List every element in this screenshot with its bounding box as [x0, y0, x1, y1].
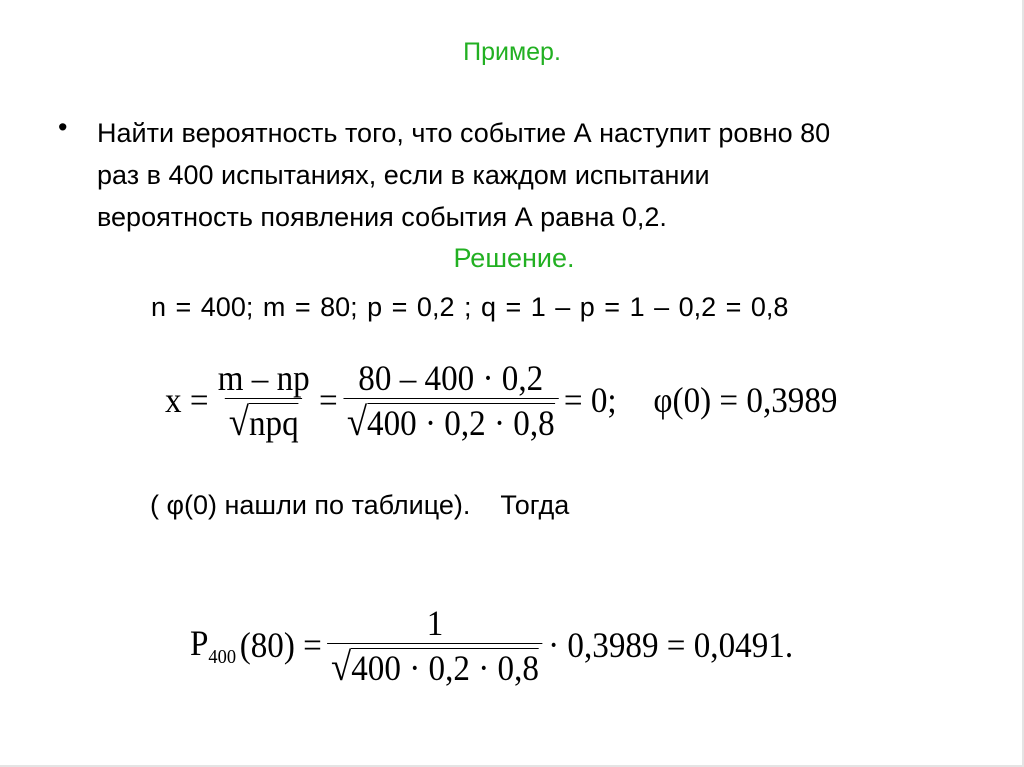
problem-line: раз в 400 испытаниях, если в каждом испытании	[97, 160, 710, 190]
formula-x	[165, 358, 837, 442]
sqrt-icon: √	[228, 399, 249, 444]
sqrt: √ 400 · 0,2 · 0,8	[331, 644, 539, 689]
sqrt: √ npq	[228, 399, 299, 444]
problem-text	[97, 112, 957, 238]
fraction-numerator: 1	[426, 603, 444, 643]
fraction-numeric	[343, 358, 558, 442]
formula-result: = 0;	[563, 380, 617, 420]
problem-line: Найти вероятность того, что событие А наступит ровно 80	[97, 118, 831, 148]
problem-line: вероятность появления события А равна 0,2.	[97, 202, 667, 232]
sqrt-icon: √	[346, 399, 368, 444]
given-values: n = 400; m = 80; p = 0,2 ; q = 1 – p = 1 – 0,2 = 0,8	[151, 292, 789, 322]
fraction-denominator	[327, 643, 542, 687]
fraction-denominator	[225, 398, 302, 442]
slide-title: Пример.	[463, 38, 561, 66]
note-line: ( φ(0) нашли по таблице). Тогда	[150, 490, 570, 520]
sqrt-icon: √	[331, 644, 352, 689]
phi-value: φ(0) = 0,3989	[653, 380, 838, 420]
fraction	[327, 603, 542, 687]
formula-tail: · 0,3989 = 0,0491.	[548, 625, 794, 665]
probability-arg: (80) =	[239, 625, 322, 665]
sqrt: √ 400 · 0,2 · 0,8	[346, 399, 555, 444]
fraction-denominator	[343, 398, 558, 442]
equals: =	[318, 380, 338, 420]
solution-heading: Решение.	[453, 243, 575, 273]
fraction-general	[214, 358, 313, 442]
fraction-numerator: 80 – 400 · 0,2	[358, 358, 544, 398]
formula-lhs: x =	[165, 380, 209, 420]
fraction-numerator: m – np	[217, 358, 310, 398]
bullet-marker: •	[58, 112, 68, 142]
formula-probability	[190, 603, 793, 687]
probability-symbol: $P_{400}$	[190, 622, 237, 668]
